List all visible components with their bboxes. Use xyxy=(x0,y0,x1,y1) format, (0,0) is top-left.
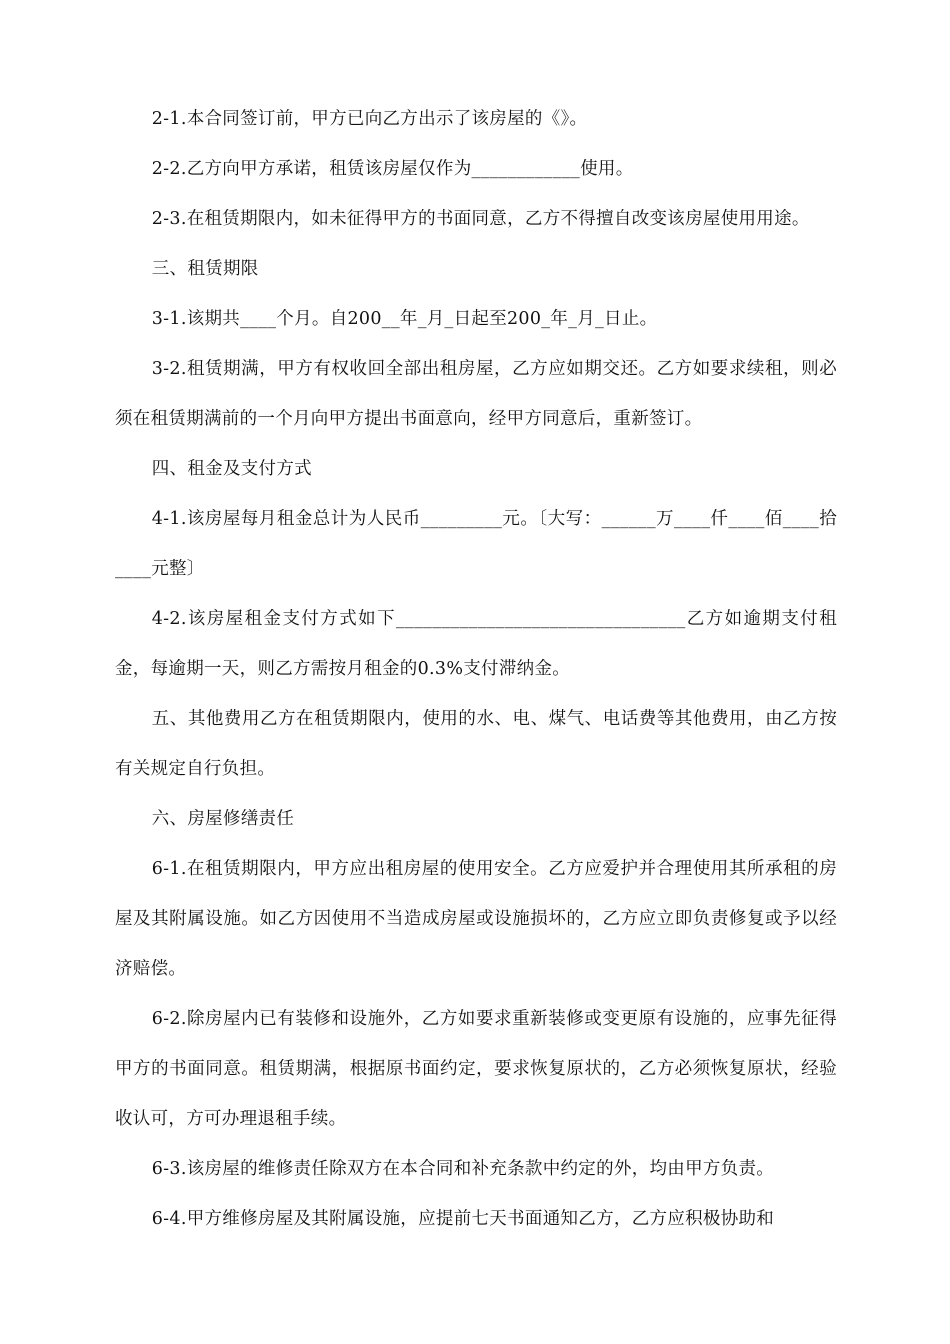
clause-6-4: 6-4.甲方维修房屋及其附属设施，应提前七天书面通知乙方，乙方应积极协助和 xyxy=(151,1209,775,1229)
section-heading-rent-payment: 四、租金及支付方式 xyxy=(151,459,312,479)
section-heading-lease-term: 三、租赁期限 xyxy=(151,259,259,279)
section-other-fees: 五、其他费用乙方在租赁期限内，使用的水、电、煤气、电话费等其他费用，由乙方按有关规定自行负担。 xyxy=(115,709,837,779)
clause-3-1: 3-1.该期共____个月。自200__年_月_日起至200_年_月_日止。 xyxy=(151,309,658,329)
clause-6-3: 6-3.该房屋的维修责任除双方在本合同和补充条款中约定的外，均由甲方负责。 xyxy=(151,1159,775,1179)
clause-6-1: 6-1.在租赁期限内，甲方应出租房屋的使用安全。乙方应爱护并合理使用其所承租的房屋及其附属设施。如乙方因使用不当造成房屋或设施损坏的，乙方应立即负责修复或予以经济赔偿。 xyxy=(115,859,837,979)
document-body xyxy=(115,94,837,1244)
clause-2-2: 2-2.乙方向甲方承诺，租赁该房屋仅作为____________使用。 xyxy=(151,159,634,179)
clause-2-1: 2-1.本合同签订前，甲方已向乙方出示了该房屋的《》。 xyxy=(151,109,588,129)
clause-3-2: 3-2.租赁期满，甲方有权收回全部出租房屋，乙方应如期交还。乙方如要求续租，则必须在租赁期满前的一个月向甲方提出书面意向，经甲方同意后，重新签订。 xyxy=(115,359,837,429)
clause-4-1: 4-1.该房屋每月租金总计为人民币_________元。〔大写：______万____仟____佰____拾____元整〕 xyxy=(115,509,837,579)
clause-6-2: 6-2.除房屋内已有装修和设施外，乙方如要求重新装修或变更原有设施的，应事先征得甲方的书面同意。租赁期满，根据原书面约定，要求恢复原状的，乙方必须恢复原状，经验收认可，方可办理退租手续。 xyxy=(115,1009,837,1129)
section-heading-repair: 六、房屋修缮责任 xyxy=(151,809,295,829)
clause-2-3: 2-3.在租赁期限内，如未征得甲方的书面同意，乙方不得擅自改变该房屋使用用途。 xyxy=(151,209,810,229)
clause-4-2: 4-2.该房屋租金支付方式如下________________________________乙方如逾期支付租金，每逾期一天，则乙方需按月租金的0.3%支付滞纳金。 xyxy=(115,609,837,679)
